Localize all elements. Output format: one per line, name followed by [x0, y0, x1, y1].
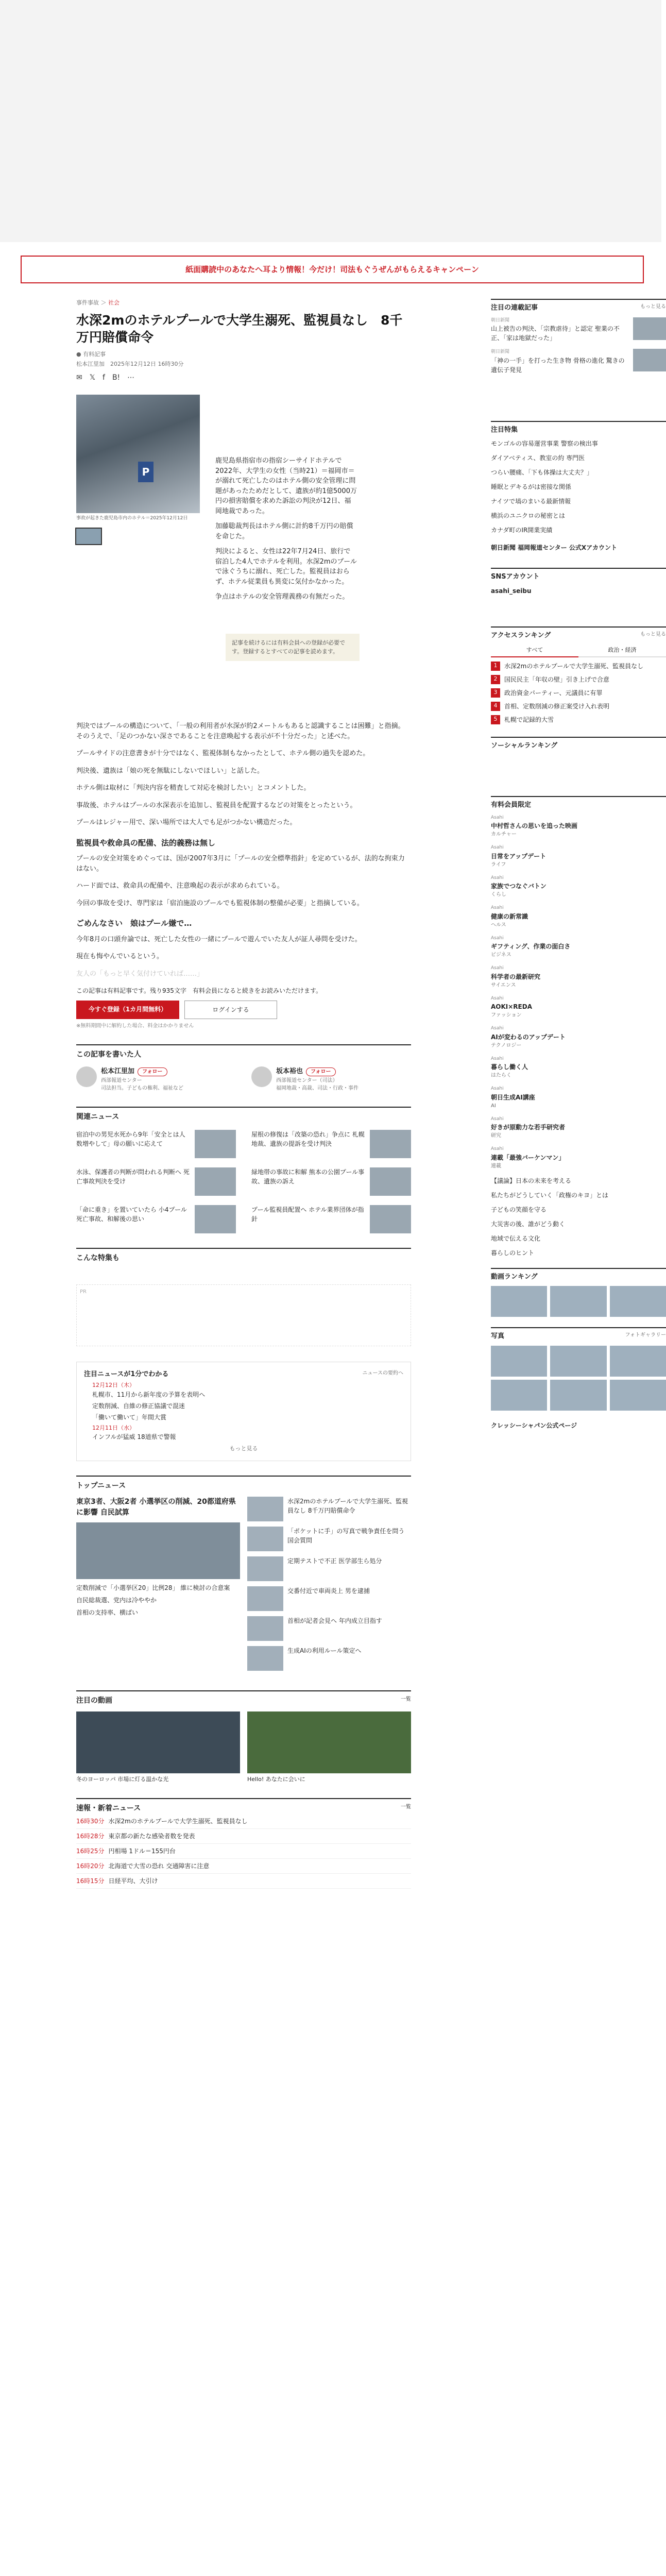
side-pr-item[interactable]: ナイツで塙のまいる最新情報: [491, 498, 571, 505]
tab-politics[interactable]: 政治・経済: [578, 645, 666, 657]
faded-paragraph: 友人の「もっと早く気付けていれば……」: [76, 970, 204, 978]
footer-card[interactable]: クレッシーシャパン公式ページ: [491, 1421, 577, 1429]
video-card[interactable]: Hello! あなたに会いに: [247, 1711, 411, 1784]
more-link[interactable]: フォトギャラリー: [625, 1332, 666, 1338]
section-heading: ごめんなさい 娘はプール嫌で…: [76, 919, 192, 928]
plus-item[interactable]: Asahi 日常をアップデート ライフ: [491, 845, 547, 868]
reporter-name[interactable]: 松本江里加: [101, 1067, 135, 1075]
top-news-left-item[interactable]: 首相の支持率、横ばい: [76, 1608, 139, 1616]
reporters-list: [76, 1066, 411, 1092]
breadcrumb-item[interactable]: 社会: [108, 299, 119, 306]
side-list-item[interactable]: 大災害の後、誰がどう動く: [491, 1220, 566, 1228]
side-list-item[interactable]: 【議論】日本の未来を考える: [491, 1177, 572, 1184]
related-thumb: [195, 1205, 236, 1233]
flash-item[interactable]: 16時20分 北海道で大雪の恐れ 交通障害に注意: [76, 1859, 411, 1874]
reporter-role: 西部報道センター: [101, 1077, 142, 1083]
paragraph: 判決後、遺族は「娘の死を無駄にしないでほしい」と話した。: [76, 767, 264, 775]
photo-thumb[interactable]: [550, 1346, 606, 1377]
paragraph: プールはレジャー用で、深い場所では大人でも足がつかない構造だった。: [76, 819, 297, 826]
top-news-item[interactable]: 定期テストで不正 医学部生ら処分: [247, 1556, 411, 1581]
side-pr-item[interactable]: カナダ町のIR開業実績: [491, 527, 553, 534]
side-social-header: ソーシャルランキング: [491, 737, 666, 751]
side-list-item[interactable]: 私たちがどうしていく「政権のキヨ」とは: [491, 1191, 609, 1199]
login-button[interactable]: ログインする: [184, 1001, 277, 1019]
reporter-card: [76, 1066, 231, 1092]
paragraph: 現在も悔やんでいるという。: [76, 953, 164, 960]
top-news-grid: [76, 1497, 411, 1676]
paragraph: 判決ではプールの構造について、「一般の利用者が水深が約2メートルもあると認識することは困難」と指摘。そのうえで、「足のつかない深さであることを注意喚起する表示が不十分だった」と述べた。: [76, 722, 405, 740]
photo-caption: 事故が起きた鹿児島市内のホテル＝2025年12月12日: [76, 516, 188, 521]
reporter-role: 西部報道センター（司法）: [276, 1077, 338, 1083]
paywall-subnote: ※無料期間中に解約した場合、料金はかかりません: [76, 1023, 194, 1029]
photo-thumb[interactable]: [610, 1380, 666, 1411]
side-pr-header: 注目特集: [491, 421, 666, 435]
rank-item[interactable]: 2 国民民主「年収の壁」引き上げで合意: [491, 675, 666, 684]
main-column: [76, 299, 411, 1885]
flash-item[interactable]: 16時28分 東京都の新たな感染者数を発表: [76, 1829, 411, 1844]
related-text: 水泳、保護者の判断が問われる判断へ 死亡事故判決を受け: [76, 1168, 190, 1185]
related-thumb: [195, 1167, 236, 1196]
paragraph: プールサイドの注意書きが十分ではなく、監視体制もなかったとして、ホテル側の過失を認めた。: [76, 750, 370, 757]
side-list2: [491, 1176, 666, 1258]
side-pr-item[interactable]: モンゴルの容易運営事業 警察の検出事: [491, 440, 598, 447]
side-pr-item[interactable]: つらい腰痛、「下も体操は大丈夫？」: [491, 469, 593, 476]
related-thumb: [370, 1130, 411, 1158]
plus-item[interactable]: Asahi 朝日生成AI講座 AI: [491, 1086, 535, 1109]
side-video-rank-header: 動画ランキング: [491, 1268, 666, 1282]
top-news-item[interactable]: 「ポケットに手」の写真で戦争責任を問う 国会質問: [247, 1527, 411, 1551]
campaign-banner[interactable]: 紙面購読中のあなたへ耳より情報！今だけ！司法もぐうぜんがもらえるキャンペーン: [21, 256, 644, 283]
tab-all[interactable]: すべて: [491, 645, 578, 657]
video-thumb: [76, 1711, 240, 1773]
top-news-item[interactable]: 首相が記者会見へ 年内成立目指す: [247, 1616, 411, 1641]
top-news-item[interactable]: 水深2mのホテルプールで大学生溺死、監視員なし 8千万円賠償命令: [247, 1497, 411, 1521]
side-item[interactable]: 朝日新聞 山上被告の判決、「宗教虐待」と認定 聖業の不正、「家は地獄だった」: [491, 317, 666, 343]
video-rank-thumb[interactable]: [610, 1286, 666, 1317]
video-rank-grid: [491, 1286, 666, 1317]
topics-title: 注目ニュースが1分でわかる: [84, 1370, 169, 1378]
reporter-desc: 福岡地裁・高裁、司法・行政・事件: [276, 1085, 358, 1091]
facebook-icon[interactable]: f: [103, 374, 105, 382]
access-ranking: [491, 662, 666, 724]
sidebar: [491, 299, 666, 1430]
ad-label: PR: [80, 1289, 87, 1295]
paragraph: 今年8月の口頭弁論では、死亡した女性の一緒にプールで遊んでいた友人が証人尋問を受けた。: [76, 935, 362, 943]
article-body: [76, 721, 411, 1889]
side-photo-header: 写真 フォトギャラリー: [491, 1327, 666, 1342]
topic-text: インフルが猛威 18道県で警報: [92, 1433, 176, 1440]
publish-date: 2025年12月12日 16時30分: [110, 360, 184, 367]
register-button[interactable]: 今すぐ登録（1カ月間無料）: [76, 1001, 179, 1019]
top-news-image[interactable]: [76, 1522, 240, 1579]
video-thumb: [247, 1711, 411, 1773]
video-rank-thumb[interactable]: [550, 1286, 606, 1317]
ad-slot[interactable]: [76, 1284, 411, 1346]
photo-thumb[interactable]: [491, 1380, 547, 1411]
side-list-item[interactable]: 地域で伝える文化: [491, 1234, 541, 1242]
paywall-note: この記事は有料記事です。残り935文字 有料会員になると続きをお読みいただけます。: [76, 987, 322, 994]
reporter-desc: 司法担当。子どもの権利、福祉など: [101, 1085, 183, 1091]
plus-item[interactable]: Asahi 好きが原動力な若手研究者 研究: [491, 1116, 566, 1139]
related-item[interactable]: [251, 1130, 411, 1158]
related-title: 関連ニュース: [76, 1107, 411, 1123]
sns-account[interactable]: asahi_seibu: [491, 587, 532, 595]
follow-button[interactable]: フォロー: [306, 1067, 336, 1076]
rank-item[interactable]: 4 首相、定数削減の修正案受け入れ表明: [491, 702, 666, 711]
top-news-lead[interactable]: 東京3者、大阪2者 小選挙区の削減、20都道府県に影響 自民試算: [76, 1497, 236, 1517]
topics-more-button[interactable]: もっと見る: [229, 1445, 258, 1452]
photo-thumb[interactable]: [550, 1380, 606, 1411]
article-meta: [76, 360, 411, 369]
paragraph: ホテル側は取材に「判決内容を精査して対応を検討したい」とコメントした。: [76, 784, 311, 792]
paid-tag: ● 有料記事: [76, 351, 106, 358]
flash-item[interactable]: 16時25分 円相場 1ドル＝155円台: [76, 1844, 411, 1859]
parking-sign-icon: P: [138, 462, 153, 482]
related-text: プール監視員配置へ ホテル業界団体が指針: [251, 1206, 364, 1223]
side-attention-header: 注目の連載記事 もっと見る: [491, 299, 666, 313]
side-plus-header: 有料会員限定: [491, 796, 666, 810]
related-item[interactable]: [251, 1205, 411, 1233]
paragraph: ハード面では、救命具の配備や、注意喚起の表示が求められている。: [76, 882, 284, 890]
x-icon[interactable]: 𝕏: [89, 374, 96, 382]
videos-header: [76, 1690, 411, 1706]
avatar[interactable]: [76, 1066, 97, 1087]
flash-title: 速報・新着ニュース: [76, 1804, 141, 1812]
rank-item[interactable]: 5 札幌で記録的大雪: [491, 715, 666, 724]
paragraph: 判決によると、女性は22年7月24日、旅行で宿泊した4人でホテルを利用。水深2mのプールで泳ぐうちに溺れ、死亡した。監視員はおらず、ホテル従業員も異変に気付かなかった。: [215, 548, 357, 586]
section-heading: 監視員や救命具の配備、法的義務は無し: [76, 838, 216, 848]
recommend-title: こんな特集も: [76, 1248, 411, 1264]
top-news-item[interactable]: 交番付近で車両炎上 男を逮捕: [247, 1586, 411, 1611]
side-list-item[interactable]: 暮らしのヒント: [491, 1249, 535, 1257]
avatar[interactable]: [251, 1066, 272, 1087]
topic-item[interactable]: [92, 1381, 403, 1399]
plus-list: [491, 815, 666, 1170]
plus-item[interactable]: Asahi 暮らし働く人 はたらく: [491, 1056, 528, 1078]
side-sns-header: SNSアカウント: [491, 568, 666, 582]
topic-item[interactable]: [92, 1413, 403, 1422]
plus-item[interactable]: Asahi AOKI×REDA ファッション: [491, 995, 532, 1018]
topic-text: 定数削減、自維の修正協議で混迷: [92, 1402, 185, 1410]
paragraph: 加藤聡裁判長はホテル側に計約8千万円の賠償を命じた。: [215, 522, 353, 540]
reporters-title: この記事を書いた人: [76, 1044, 411, 1060]
videos-grid: [76, 1711, 411, 1784]
reporter-name[interactable]: 坂本裕也: [276, 1067, 303, 1075]
article-intro: [215, 456, 357, 607]
videos-more-link[interactable]: 一覧: [401, 1696, 411, 1702]
related-item[interactable]: [76, 1167, 236, 1196]
paragraph: プールの安全対策をめぐっては、国が2007年3月に「プールの安全標準指針」を定めているが、法的な拘束力はない。: [76, 855, 405, 873]
video-card[interactable]: 冬のヨーロッパ 市場に灯る温かな光: [76, 1711, 240, 1784]
share-bar: [76, 372, 411, 383]
topic-text: 「働いて働いて」年間大賞: [92, 1413, 167, 1421]
side-x-account-link[interactable]: 朝日新聞 福岡報道センター 公式Xアカウント: [491, 544, 618, 551]
side-pr-item[interactable]: 睡眠とデキるがは密接な関係: [491, 483, 572, 490]
mail-icon[interactable]: ✉: [76, 374, 82, 382]
plus-item[interactable]: Asahi ギフティング、作業の面白さ ビジネス: [491, 935, 571, 958]
more-icon[interactable]: ⋯: [127, 374, 135, 382]
author-name: 松本江里加: [76, 360, 105, 367]
paragraph: 争点はホテルの安全管理義務の有無だった。: [215, 593, 349, 601]
videos-title: 注目の動画: [76, 1696, 112, 1705]
rank-item[interactable]: 1 水深2mのホテルプールで大学生溺死、監視員なし: [491, 662, 666, 671]
plus-item[interactable]: Asahi 家族でつなぐバトン くらし: [491, 875, 547, 897]
side-access-header: アクセスランキング もっと見る: [491, 626, 666, 641]
side-pr-item[interactable]: ダイアベティス、教室の約 専門医: [491, 454, 585, 462]
related-text: 屋根の修復は「改築の恐れ」争点に 札幌地裁、遺族の提訴を受け判決: [251, 1130, 365, 1147]
related-text: 宿泊中の男児水死から9年「安全とは人数増やして」母の願いに応えて: [76, 1130, 185, 1147]
photo-grid: [491, 1346, 666, 1411]
photo-thumb[interactable]: [610, 1346, 666, 1377]
plus-item[interactable]: Asahi 科学者の最新研究 サイエンス: [491, 965, 541, 988]
related-text: 緑地帯の事故に和解 熊本の公園プール事故、遺族の訴え: [251, 1168, 365, 1185]
article-photo[interactable]: [76, 395, 200, 513]
related-item[interactable]: [76, 1130, 236, 1158]
top-news-title: トップニュース: [76, 1476, 411, 1492]
related-thumb: [370, 1205, 411, 1233]
photo-thumb[interactable]: [76, 529, 101, 544]
reporter-card: [251, 1066, 406, 1092]
ranking-tabs: [491, 645, 666, 657]
follow-button[interactable]: フォロー: [138, 1067, 167, 1076]
photo-thumb[interactable]: [491, 1346, 547, 1377]
plus-item[interactable]: Asahi 健康の新常識 ヘルス: [491, 905, 528, 928]
rank-item[interactable]: 3 政治資金パーティー、元議員に有罪: [491, 688, 666, 698]
related-item[interactable]: [251, 1167, 411, 1196]
paragraph: 事故後、ホテルはプールの水深表示を追加し、監視員を配置するなどの対策をとったという。: [76, 801, 357, 809]
side-item[interactable]: 朝日新聞 「神の一手」を打った生き物 骨格の進化 驚きの遺伝子発見: [491, 349, 666, 375]
hatena-icon[interactable]: B!: [112, 374, 121, 382]
more-link[interactable]: もっと見る: [640, 631, 666, 637]
more-link[interactable]: もっと見る: [640, 304, 666, 310]
topic-item[interactable]: [92, 1424, 403, 1442]
related-list: [76, 1130, 411, 1233]
side-list-item[interactable]: 子どもの笑顔を守る: [491, 1206, 547, 1213]
side-pr-item[interactable]: 横浜のユニクロの秘密とは: [491, 512, 566, 519]
flash-item[interactable]: 16時15分 日経平均、大引け: [76, 1874, 411, 1889]
paragraph: 今回の事故を受け、専門家は「宿泊施設のプールでも監視体制の整備が必要」と指摘している。: [76, 899, 364, 907]
flash-item[interactable]: 16時30分 水深2mのホテルプールで大学生溺死、監視員なし: [76, 1814, 411, 1829]
plus-item[interactable]: Asahi 中村哲さんの思いを追った映画 カルチャー: [491, 815, 578, 837]
plus-item[interactable]: Asahi 連載「最強バーケンマン」 連載: [491, 1146, 565, 1169]
breadcrumb-item[interactable]: 事件事故: [76, 299, 99, 306]
article-title: 水深2mのホテルプールで大学生溺死、監視員なし 8千万円賠償命令: [76, 312, 403, 345]
flash-header: [76, 1798, 411, 1814]
topics-box: [76, 1362, 411, 1461]
top-ad-area: [0, 0, 661, 242]
video-rank-thumb[interactable]: [491, 1286, 547, 1317]
top-news-left-item[interactable]: 定数削減で「小選挙区20」比例28」 維に検討の合意案: [76, 1584, 230, 1591]
related-thumb: [195, 1130, 236, 1158]
top-news-left-item[interactable]: 自民総裁選、党内は冷ややか: [76, 1596, 157, 1604]
topics-more-link[interactable]: ニュースの要約へ: [362, 1370, 403, 1376]
related-thumb: [370, 1167, 411, 1196]
paragraph: 鹿児島県指宿市の指宿シーサイドホテルで2022年、大学生の女性（当時21）＝福岡市＝が溺れて死亡したのはホテル側の安全管理に問題があったためだとして、遺族が約1億5000万円の損害賠償を求めた訴訟の判決が12日、福岡地裁であった。: [215, 457, 357, 515]
flash-more-link[interactable]: 一覧: [401, 1804, 411, 1810]
related-text: 「命に重き」を置いていたら 小4プール死亡事故、和解後の思い: [76, 1206, 187, 1223]
plus-item[interactable]: Asahi AIが変わるのアップデート テクノロジー: [491, 1026, 566, 1048]
topic-date: 12月12日（木）: [92, 1382, 135, 1388]
side-pr-list: [491, 439, 666, 535]
flash-list: [76, 1814, 411, 1889]
related-note-box: 記事を続けるには有料会員への登録が必要です。登録するとすべての記事を読めます。: [226, 634, 360, 661]
breadcrumb: 事件事故 ＞ 社会: [76, 299, 119, 306]
topic-item[interactable]: [92, 1401, 403, 1411]
topic-date: 12月11日（水）: [92, 1424, 135, 1431]
related-item[interactable]: [76, 1205, 236, 1233]
topic-text: 札幌市、11月から新年度の予算を表明へ: [92, 1391, 206, 1398]
top-news-item[interactable]: 生成AIの利用ルール策定へ: [247, 1646, 411, 1671]
